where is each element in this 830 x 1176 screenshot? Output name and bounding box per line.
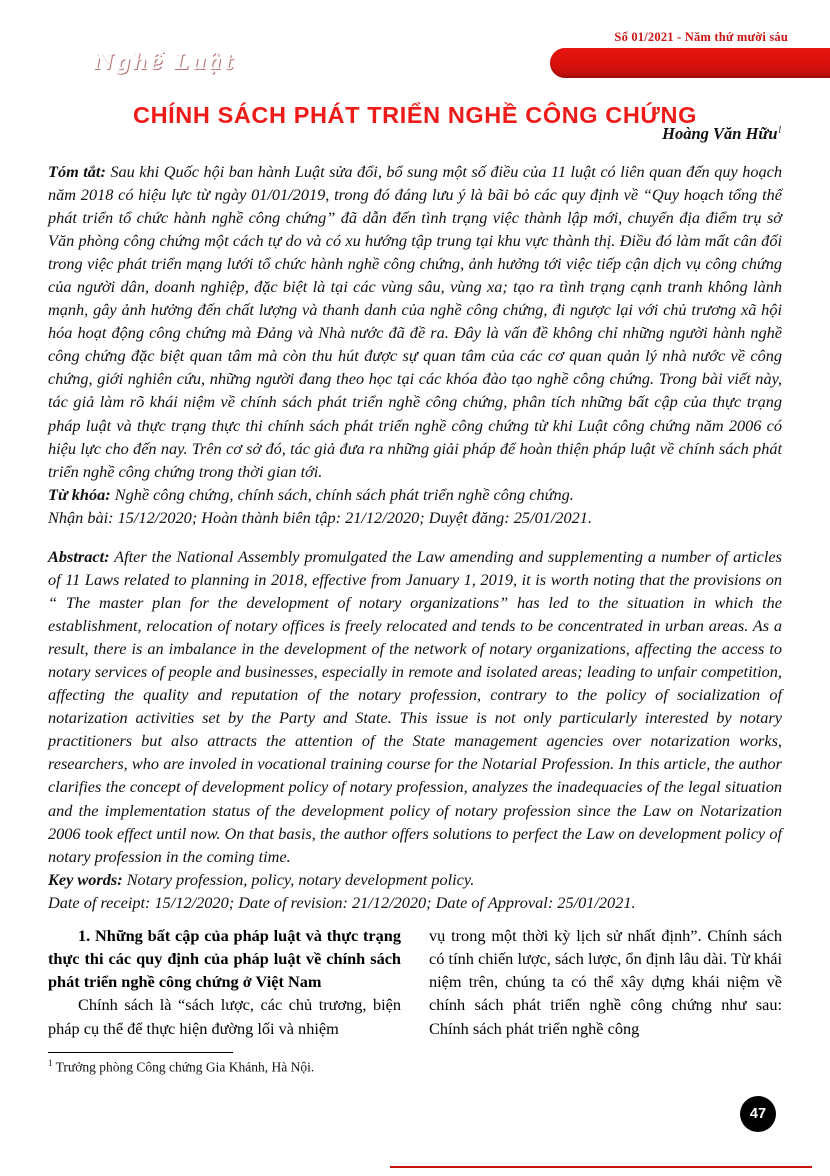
keywords-en-label: Key words: [48, 869, 123, 889]
column-left [48, 924, 401, 1044]
dates-vi: Nhận bài: 15/12/2020; Hoàn thành biên tập: 21/12/2020; Duyệt đăng: 25/01/2021. [48, 507, 593, 527]
author-byline [662, 124, 782, 144]
abstract-en-paragraph [48, 545, 782, 868]
keywords-vi [48, 483, 782, 506]
page-title: CHÍNH SÁCH PHÁT TRIỂN NGHỀ CÔNG CHỨNG [133, 101, 697, 128]
body-paragraph-left: Chính sách là “sách lược, các chủ trương, biện pháp cụ thể để thực hiện đường lối và nhiệm [48, 995, 401, 1038]
abstract-vi-text: Sau khi Quốc hội ban hành Luật sửa đổi, bổ sung một số điều của 11 luật có liên quan đến quy hoạch năm 2018 có hiệu lực từ ngày 01/01/2019, trong đó đáng lưu ý là bãi bỏ các quy định về “Quy hoạch tổng thể phát triển tổ chức hành nghề công chứng” đã dẫn đến tình trạng việc thành lập mới, chuyển địa điểm trụ sở Văn phòng công chứng một cách tự do và có xu hướng tập trung tại khu vực thành thị. Điều đó làm mất cân đối trong việc phát triển mạng lưới tổ chức hành nghề công chứng, ảnh hưởng tới việc tiếp cận dịch vụ công chứng của người dân, doanh nghiệp, đặc biệt là tại các vùng sâu, vùng xa; tạo ra tình trạng cạnh tranh không lành mạnh, gây ảnh hưởng đến chất lượng và thanh danh của nghề công chứng, đi ngược lại với chủ trương xã hội hóa hoạt động công chứng mà Đảng và Nhà nước đã đề ra. Đây là vấn đề không chỉ những người hành nghề công chứng đặc biệt quan tâm mà còn thu hút được sự quan tâm của các cơ quan quản lý nhà nước về công chứng, giới nghiên cứu, những người đang theo học tại các khóa đào tạo nghề công chứng. Trong bài viết này, tác giả làm rõ khái niệm về chính sách phát triển nghề công chứng, phân tích những bất cập của thực trạng pháp luật và thực trạng thực thi chính sách phát triển nghề công chứng từ khi Luật công chứng năm 2006 có hiệu lực cho đến nay. Trên cơ sở đó, tác giả đưa ra những giải pháp để hoàn thiện pháp luật về chính sách phát triển nghề công chứng trong thời gian tới. [48, 162, 782, 481]
body-columns [48, 924, 782, 1044]
footnote [48, 1058, 468, 1076]
footnote-divider [48, 1052, 233, 1053]
dates-en: Date of receipt: 15/12/2020; Date of revision: 21/12/2020; Date of Approval: 25/01/2021. [48, 892, 636, 912]
abstract-english [48, 545, 782, 914]
abstract-en-label: Abstract: [48, 547, 110, 566]
abstract-vi-paragraph [48, 160, 782, 483]
abstract-vi-label: Tóm tắt: [48, 162, 106, 181]
issue-line: Số 01/2021 - Năm thứ mười sáu [614, 30, 788, 44]
column-right [429, 924, 782, 1044]
author-footnote-marker: 1 [777, 124, 782, 135]
footnote-marker: 1 [48, 1058, 53, 1068]
page-number-badge: 47 [740, 1096, 776, 1132]
abstract-en-text: After the National Assembly promulgated the Law amending and supplementing a number of articles of 11 Laws related to planning in 2018, effective from January 1, 2019, it is worth noting that the provisions on “ The master plan for the development of notary organizations” has led to the situation in which the establishment, relocation of notary offices is freely relocated and tends to be concentrated in urban areas. As a result, there is an imbalance in the development of the network of notary organizations, affecting the access to notary services of people and businesses, especially in remote and isolated areas; leading to unfair competition, affecting the quality and reputation of the notary profession, contrary to the policy of socialization of notarization activities set by the Party and State. This issue is not only particularly interested by notary practitioners but also attracts the attention of the State management agencies over notarization works, researchers, who are involed in vocational training course for the Notarial Profession. In this article, the author clarifies the concept of development policy of notary profession, analyzes the inadequacies of the legal situation and the implementation status of the development policy of notary profession since the Law on Notarization 2006 took effect until now. On that basis, the author offers solutions to perfect the Law on development policy of notary profession in the coming time. [48, 547, 782, 866]
journal-bar-shape [550, 48, 830, 78]
journal-name: Nghề Luật [94, 49, 236, 74]
abstract-vietnamese [48, 160, 782, 529]
keywords-vi-text: Nghề công chứng, chính sách, chính sách phát triển nghề công chứng. [110, 484, 574, 504]
bottom-rule [390, 1166, 812, 1168]
keywords-vi-label: Từ khóa: [48, 484, 111, 504]
section-heading: 1. Những bất cập của pháp luật và thực trạng thực thi các quy định của pháp luật về chính sách phát triển nghề công chứng ở Việt Nam [48, 926, 401, 992]
author-name: Hoàng Văn Hữu [662, 124, 778, 143]
keywords-en [48, 868, 782, 891]
footnote-text: Trưởng phòng Công chứng Gia Khánh, Hà Nội. [52, 1059, 315, 1075]
keywords-en-text: Notary profession, policy, notary development policy. [122, 869, 475, 889]
body-paragraph-right: vụ trong một thời kỳ lịch sử nhất định”. Chính sách có tính chiến lược, sách lược, ổn định lâu dài. Từ khái niệm trên, chúng ta có thể xây dựng khái niệm về chính sách phát triển nghề công chứng như sau: Chính sách phát triển nghề công [429, 926, 782, 1038]
